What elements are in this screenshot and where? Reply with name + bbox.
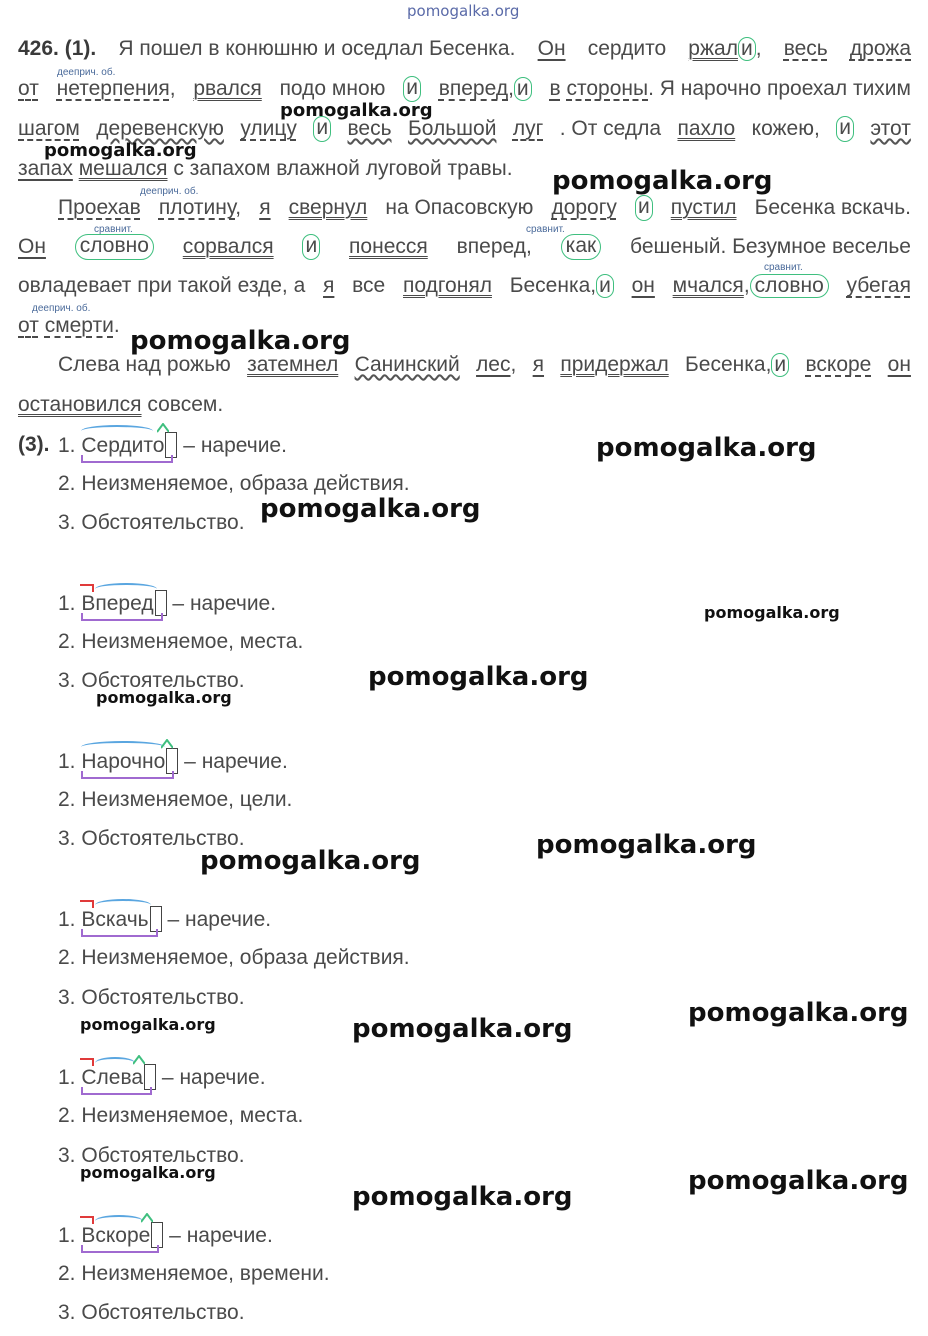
analysis-2-line-1: 1. Вперед – наречие. [58, 590, 276, 617]
note-deeprich: дееприч. об. [140, 186, 199, 197]
syntax-role: Обстоятельство. [81, 986, 245, 1009]
sentence-text: Я пошел в конюшню и оседлал Бесенка. [118, 37, 516, 60]
plain-word: Бесенка, [509, 274, 597, 297]
plain-word: кожею, [751, 117, 820, 140]
comma: , [755, 37, 762, 60]
plain-word: вперед, [456, 235, 532, 258]
subject-word: Он [18, 235, 46, 258]
adverbial-word: луг [512, 117, 544, 140]
conjunction-circle: и [635, 195, 653, 221]
analysis-4-line-1: 1. Вскачь – наречие. [58, 906, 271, 933]
comma: , [235, 196, 242, 219]
adverbial-word: дорогу [551, 196, 617, 219]
root-arc [95, 1057, 135, 1069]
prefix-mark [80, 900, 94, 908]
suffix-mark [157, 423, 169, 433]
plain-word: все [352, 274, 386, 297]
subject-word: я [532, 353, 545, 376]
part-of-speech: наречие. [200, 434, 287, 457]
base-bracket [81, 613, 162, 621]
text-line-10 [18, 392, 223, 418]
comparison-circle: словно [750, 274, 829, 298]
subject-word: я [259, 196, 271, 219]
participle-word: нетерпения [56, 77, 170, 100]
note-sravnit: сравнит. [526, 224, 565, 235]
suffix-mark [133, 1055, 145, 1065]
plain-word: на Опасовскую [385, 196, 534, 219]
watermark: pomogalka.org [688, 998, 909, 1028]
exercise-number: 426. [18, 37, 59, 60]
syntax-role: Обстоятельство. [81, 511, 245, 534]
syntax-role: Обстоятельство. [81, 827, 245, 850]
text-line-3 [18, 116, 911, 142]
comma: , [510, 353, 517, 376]
adverbial-word: вскоре [805, 353, 872, 376]
watermark: pomogalka.org [260, 494, 481, 524]
suffix-mark [141, 1213, 153, 1223]
prefix-mark [80, 1216, 94, 1224]
predicate-word: свернул [288, 196, 368, 219]
morpheme-word [81, 906, 161, 933]
morph-features: Неизменяемое, цели. [81, 788, 293, 811]
watermark: pomogalka.org [552, 166, 773, 196]
suffix-mark [161, 739, 173, 749]
participle-word: от [18, 314, 39, 337]
morpheme-word [81, 748, 178, 775]
syntax-role: Обстоятельство. [81, 669, 245, 692]
note-sravnit: сравнит. [94, 224, 133, 235]
plain-word: Бесенка вскачь. [754, 196, 911, 219]
part-of-speech: наречие. [201, 750, 288, 773]
watermark: pomogalka.org [352, 1182, 573, 1212]
morph-features: Неизменяемое, образа действия. [81, 472, 410, 495]
watermark: pomogalka.org [130, 326, 351, 356]
root-arc [81, 741, 165, 753]
morpheme-word [81, 590, 166, 617]
predicate-word: мешался [78, 157, 168, 180]
attribute-word: этот [870, 117, 911, 140]
morph-features: Неизменяемое, образа действия. [81, 946, 410, 969]
participle-word: плотину [158, 196, 236, 219]
adverbial-word: шагом [18, 117, 80, 140]
plain-word: Бесенка, [685, 353, 772, 376]
predicate-word: затемнел [247, 353, 339, 376]
text-line-5 [58, 195, 911, 221]
conjunction-circle: и [771, 353, 789, 377]
watermark: pomogalka.org [596, 433, 817, 463]
conjunction-circle: и [302, 234, 320, 260]
comparison-circle: как [561, 234, 602, 260]
plain-word: подо мною [279, 77, 386, 100]
syntax-role: Обстоятельство. [81, 1144, 245, 1167]
predicate-word: пахло [677, 117, 736, 140]
subject-word: Он [537, 37, 566, 60]
subject-word: он [631, 274, 655, 297]
participle-word: смерти [44, 314, 114, 337]
subject-word: я [323, 274, 335, 297]
part1-label: (1). [64, 37, 97, 60]
plain-word: сердито [587, 37, 667, 60]
analysis-2-line-3: 3. Обстоятельство. [58, 669, 245, 692]
adverbial-word: улицу [240, 117, 297, 140]
participle-word: дрожа [849, 37, 911, 60]
analysis-2-line-2: 2. Неизменяемое, места. [58, 630, 304, 653]
analysis-word: Нарочно [81, 750, 166, 773]
watermark: pomogalka.org [200, 846, 421, 876]
analysis-word: Вперед [81, 592, 154, 615]
text-line-1 [18, 36, 911, 62]
analysis-1-line-1 [58, 432, 287, 459]
participle-word: убегая [846, 274, 911, 297]
watermark: pomogalka.org [96, 688, 232, 707]
part-of-speech: наречие. [186, 1224, 273, 1247]
analysis-word: Вскоре [81, 1224, 151, 1247]
root-arc [95, 1215, 143, 1227]
sentence-text: . От седла [559, 117, 662, 140]
conjunction-circle: и [514, 77, 532, 101]
adverb-word: вперед [438, 77, 509, 100]
plain-word: совсем. [147, 393, 224, 416]
text-line-7 [18, 273, 911, 299]
predicate-word: пустил [670, 196, 737, 219]
analysis-6-line-3: 3. Обстоятельство. [58, 1301, 245, 1324]
subject-word: запах [18, 157, 73, 180]
dash: – [183, 434, 195, 457]
analysis-6-line-1: 1. Вскоре – наречие. [58, 1222, 273, 1249]
morpheme-word [81, 1222, 163, 1249]
base-bracket [81, 929, 157, 937]
text-line-6 [18, 234, 911, 260]
analysis-word: Сердито [81, 434, 165, 457]
watermark: pomogalka.org [80, 1015, 216, 1034]
watermark: pomogalka.org [704, 603, 840, 622]
text-line-2 [18, 76, 911, 102]
attribute-word: Большой [407, 117, 497, 140]
part-of-speech: наречие. [179, 1066, 266, 1089]
comparison-circle: словно [75, 234, 154, 260]
root-arc [95, 583, 157, 595]
conjunction-circle: и [836, 116, 854, 142]
predicate-word: остановился [18, 393, 142, 416]
watermark: pomogalka.org [352, 1014, 573, 1044]
participle-word: весь [783, 37, 828, 60]
analysis-1-line-3: 3. Обстоятельство. [58, 511, 245, 534]
attribute-word: Санинский [354, 353, 460, 376]
subject-word: он [887, 353, 911, 376]
morpheme-word [81, 432, 177, 459]
predicate-word: сорвался [182, 235, 274, 258]
adverb-word: в [549, 77, 561, 100]
analysis-3-line-1: 1. Нарочно – наречие. [58, 748, 288, 775]
period: . [113, 314, 120, 337]
base-bracket [81, 1087, 152, 1095]
morpheme-word [81, 1064, 156, 1091]
participle-word: Проехав [58, 196, 141, 219]
base-bracket [81, 1245, 159, 1253]
prefix-mark [80, 1058, 94, 1066]
sentence-text: с запахом влажной луговой травы. [173, 157, 513, 180]
watermark: pomogalka.org [280, 100, 433, 121]
list-number: 1. [58, 434, 76, 457]
analysis-word: Вскачь [81, 908, 149, 931]
predicate-word: придержал [560, 353, 669, 376]
conjunction-circle: и [596, 274, 614, 298]
analysis-1-line-2: 2. Неизменяемое, образа действия. [58, 472, 410, 495]
analysis-6-line-2: 2. Неизменяемое, времени. [58, 1262, 330, 1285]
morph-features: Неизменяемое, времени. [81, 1262, 330, 1285]
predicate-word: рвался [193, 77, 262, 100]
base-bracket [81, 771, 174, 779]
predicate-word: понесся [349, 235, 428, 258]
subject-word: лес [476, 353, 511, 376]
analysis-5-line-3: 3. Обстоятельство. [58, 1144, 245, 1167]
watermark: pomogalka.org [688, 1166, 909, 1196]
note-deeprich: дееприч. об. [32, 303, 91, 314]
adverb-word: стороны [566, 77, 649, 100]
analysis-word: Слева [81, 1066, 144, 1089]
text-line-8 [18, 313, 120, 339]
analysis-4-line-3: 3. Обстоятельство. [58, 986, 245, 1009]
note-deeprich: дееприч. об. [57, 67, 116, 78]
comma: , [508, 77, 514, 100]
part3-label: (3). [18, 433, 50, 456]
conjunction-circle: и [313, 116, 331, 142]
attribute-word: весь [347, 117, 392, 140]
root-arc [81, 425, 153, 437]
part-of-speech: наречие. [185, 908, 272, 931]
sentence-text: овладевает при такой езде, а [18, 274, 306, 297]
analysis-5-line-2: 2. Неизменяемое, места. [58, 1104, 304, 1127]
analysis-3-line-2: 2. Неизменяемое, цели. [58, 788, 293, 811]
watermark: pomogalka.org [80, 1163, 216, 1182]
analysis-5-line-1: 1. Слева – наречие. [58, 1064, 266, 1091]
analysis-3-line-3: 3. Обстоятельство. [58, 827, 245, 850]
conjunction-circle: и [738, 37, 756, 61]
predicate-word: мчался [672, 274, 744, 297]
predicate-word: подгонял [403, 274, 492, 297]
conjunction-circle: и [403, 76, 421, 102]
base-bracket [81, 455, 173, 463]
sentence-text: бешеный. Безумное веселье [630, 235, 911, 258]
root-arc [95, 899, 151, 911]
analysis-4-line-2: 2. Неизменяемое, образа действия. [58, 946, 410, 969]
watermark: pomogalka.org [536, 830, 757, 860]
watermark: pomogalka.org [44, 140, 197, 161]
part-of-speech: наречие. [189, 592, 277, 615]
participle-word: от [18, 77, 39, 100]
watermark-top: pomogalka.org [407, 2, 520, 20]
predicate-word: ржал [688, 37, 738, 60]
morph-features: Неизменяемое, места. [81, 630, 304, 653]
morph-features: Неизменяемое, места. [81, 1104, 304, 1127]
attribute-word: деревенскую [96, 117, 224, 140]
syntax-role: Обстоятельство. [81, 1301, 245, 1324]
note-sravnit: сравнит. [764, 262, 803, 273]
comma: , [743, 274, 750, 297]
sentence-text: . Я нарочно проехал тихим [648, 77, 911, 100]
prefix-mark [80, 584, 94, 592]
sentence-text: Слева над рожью [58, 353, 231, 376]
watermark: pomogalka.org [368, 662, 589, 692]
comma: , [169, 77, 176, 100]
